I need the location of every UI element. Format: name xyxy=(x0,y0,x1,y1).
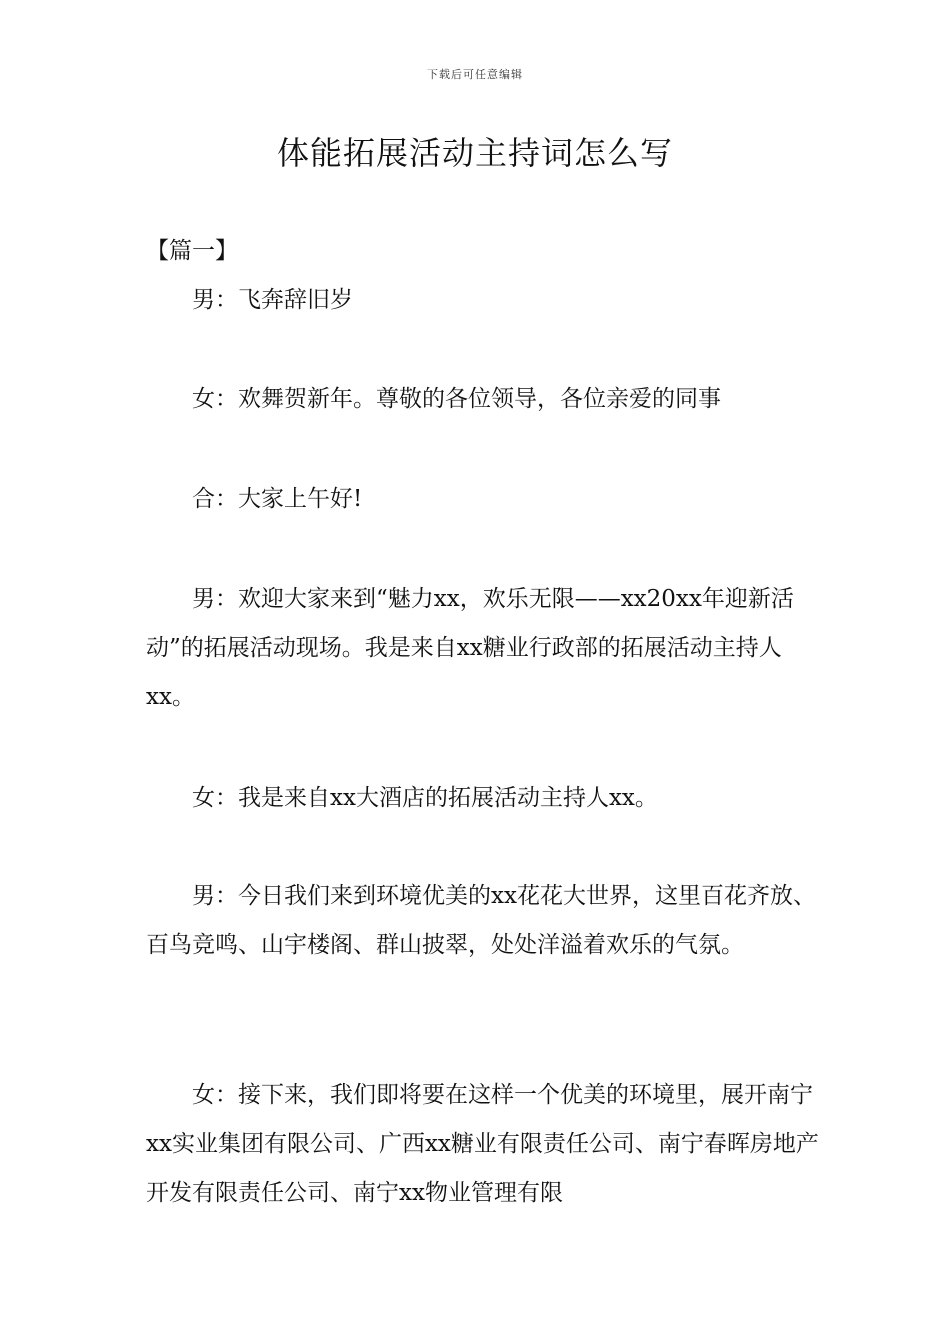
paragraph: 女：接下来，我们即将要在这样一个优美的环境里，展开南宁xx实业集团有限公司、广西xx糖业有限责任公司、南宁春晖房地产开发有限责任公司、南宁xx物业管理有限 xyxy=(146,1082,819,1206)
paragraph: 女：我是来自xx大酒店的拓展活动主持人xx。 xyxy=(192,785,658,811)
section-label: 【篇一】 xyxy=(146,238,238,264)
paragraph: 男：今日我们来到环境优美的xx花花大世界，这里百花齐放、百鸟竞鸣、山宇楼阁、群山披翠，处处洋溢着欢乐的气氛。 xyxy=(146,883,816,958)
paragraph: 合：大家上午好! xyxy=(192,486,363,512)
paragraph: 男：飞奔辞旧岁 xyxy=(192,287,353,313)
paragraph: 女：欢舞贺新年。尊敬的各位领导，各位亲爱的同事 xyxy=(192,386,721,412)
header-note: 下载后可任意编辑 xyxy=(427,68,523,81)
document-title: 体能拓展活动主持词怎么写 xyxy=(276,134,673,172)
paragraph: 男：欢迎大家来到“魅力xx，欢乐无限——xx20xx年迎新活动”的拓展活动现场。我是来自xx糖业行政部的拓展活动主持人xx。 xyxy=(146,586,794,710)
